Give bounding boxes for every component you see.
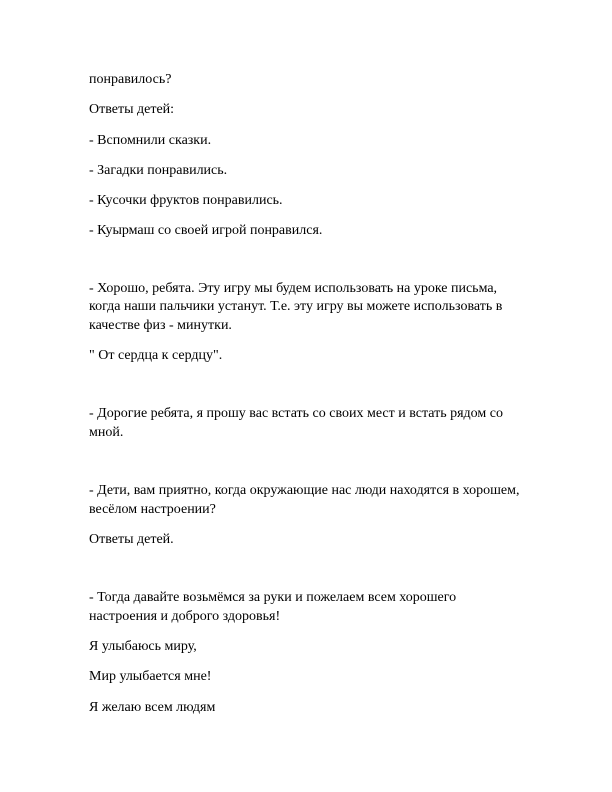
text-line: когда наши пальчики устанут. Т.е. эту игру вы можете использовать в	[89, 299, 503, 314]
text-line: настроения и доброго здоровья!	[89, 609, 281, 624]
text-line: мной.	[89, 425, 124, 440]
text-line: Ответы детей.	[89, 532, 174, 547]
text-line: понравилось?	[89, 72, 172, 87]
text-line: Я улыбаюсь миру,	[89, 639, 197, 654]
text-line: " От сердца к сердцу".	[89, 348, 223, 363]
text-line: - Хорошо, ребята. Эту игру мы будем использовать на уроке письма,	[89, 281, 498, 296]
text-line: - Тогда давайте возьмёмся за руки и пожелаем всем хорошего	[89, 590, 457, 605]
text-line: - Вспомнили сказки.	[89, 133, 212, 148]
text-line: качестве физ - минутки.	[89, 318, 232, 333]
text-line: Ответы детей:	[89, 102, 175, 117]
text-line: - Дети, вам приятно, когда окружающие нас люди находятся в хорошем,	[89, 483, 520, 498]
text-line: - Дорогие ребята, я прошу вас встать со своих мест и встать рядом со	[89, 406, 503, 421]
text-line: - Куырмаш со своей игрой понравился.	[89, 223, 323, 238]
text-line: весёлом настроении?	[89, 502, 216, 517]
text-line: Я желаю всем людям	[89, 700, 216, 715]
text-line: - Кусочки фруктов понравились.	[89, 193, 283, 208]
text-line: - Загадки понравились.	[89, 163, 228, 178]
text-line: Мир улыбается мне!	[89, 669, 212, 684]
